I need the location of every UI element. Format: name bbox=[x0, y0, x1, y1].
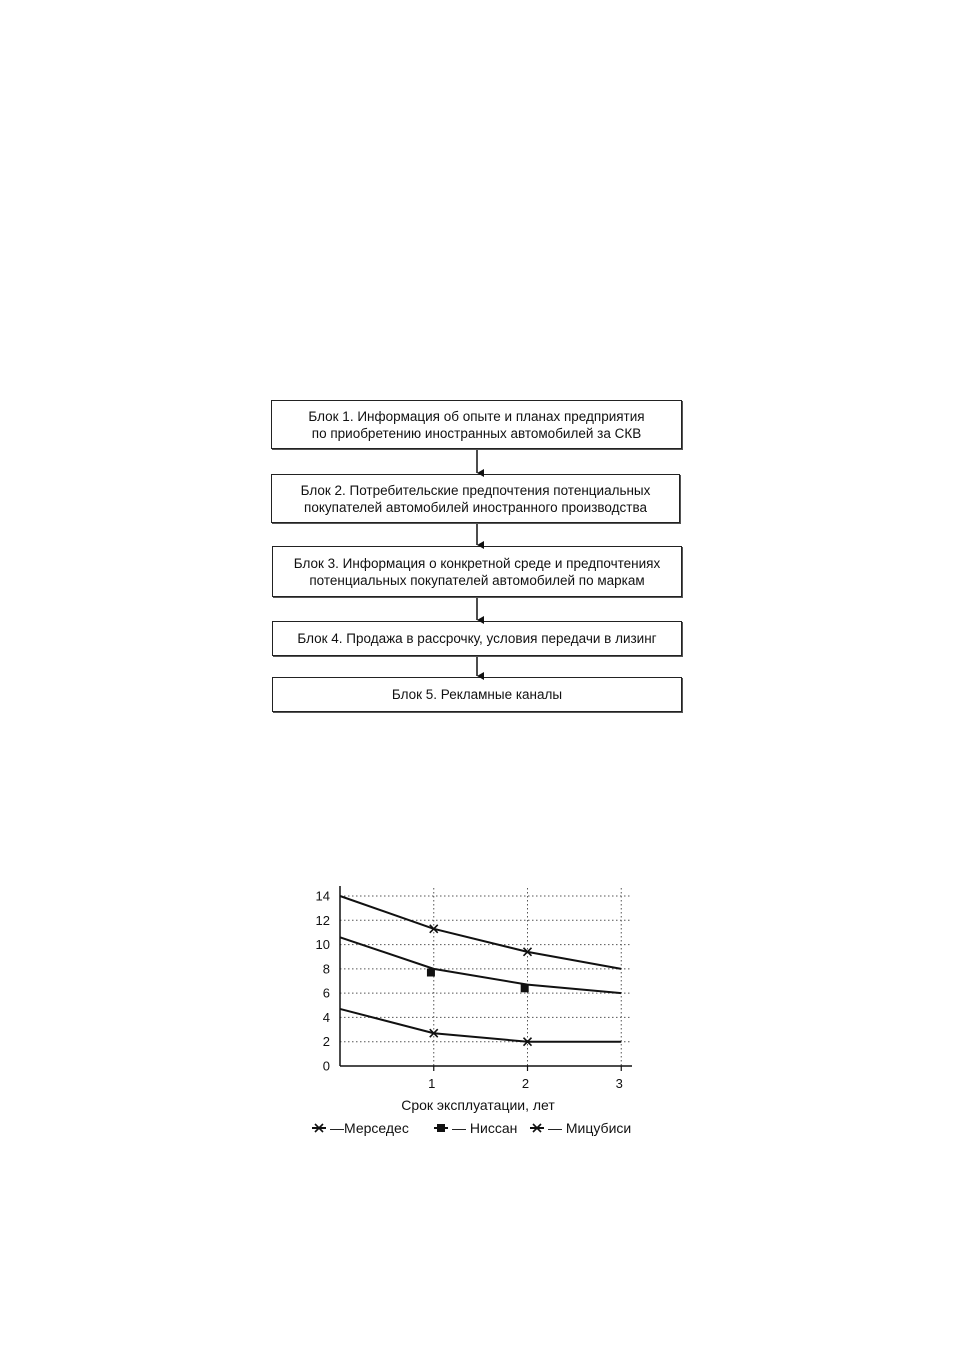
legend-item-mitsubishi bbox=[530, 1120, 631, 1136]
data-point-nissan bbox=[427, 969, 435, 977]
x-axis-title: Срок эксплуатации, лет bbox=[401, 1097, 555, 1113]
y-tick-label: 4 bbox=[322, 1009, 330, 1025]
x-tick-labels bbox=[428, 1076, 623, 1091]
flow-block-4-line-1: Блок 4. Продажа в рассрочку, условия передачи в лизинг bbox=[297, 631, 657, 646]
series-mitsubishi bbox=[340, 1009, 621, 1046]
series-nissan bbox=[340, 937, 621, 993]
y-tick-label: 8 bbox=[322, 961, 330, 977]
x-tick-label: 3 bbox=[615, 1076, 623, 1091]
legend-label-nissan: — Ниссан bbox=[452, 1120, 518, 1136]
data-point-nissan bbox=[521, 984, 529, 992]
legend-item-nissan bbox=[434, 1120, 517, 1136]
flow-block-2-line-1: Блок 2. Потребительские предпочтения потенциальных bbox=[300, 482, 651, 498]
series-line-mercedes bbox=[340, 896, 621, 969]
y-tick-label: 6 bbox=[322, 985, 330, 1001]
y-tick-label: 12 bbox=[315, 912, 330, 928]
series-line-nissan bbox=[340, 937, 621, 993]
flow-block-2-line-2: покупателей автомобилей иностранного производства bbox=[304, 499, 647, 515]
flow-block-5-line-1: Блок 5. Рекламные каналы bbox=[391, 687, 563, 702]
flow-block-1-line-2: по приобретению иностранных автомобилей за СКВ bbox=[311, 425, 642, 441]
y-tick-labels bbox=[316, 889, 330, 1074]
x-tick-label: 1 bbox=[428, 1076, 436, 1091]
chart-series bbox=[340, 896, 621, 1046]
chart-legend bbox=[312, 1120, 631, 1136]
legend-label-mercedes: —Мерседес bbox=[330, 1120, 409, 1136]
series-line-mitsubishi bbox=[340, 1009, 621, 1042]
y-tick-label: 14 bbox=[315, 888, 330, 904]
y-tick-label: 10 bbox=[315, 937, 330, 953]
series-mercedes bbox=[340, 896, 621, 969]
legend-item-mercedes bbox=[312, 1120, 409, 1136]
y-tick-label: 0 bbox=[322, 1058, 330, 1074]
x-tick-label: 2 bbox=[521, 1076, 530, 1091]
legend-marker-nissan bbox=[437, 1124, 445, 1132]
y-tick-label: 2 bbox=[322, 1034, 330, 1050]
flow-block-1-line-1: Блок 1. Информация об опыте и планах предприятия bbox=[308, 408, 645, 424]
line-chart bbox=[0, 870, 955, 1170]
flow-block-3-line-2: потенциальных покупателей автомобилей по маркам bbox=[309, 572, 645, 588]
flow-block-3-line-1: Блок 3. Информация о конкретной среде и предпочтениях bbox=[293, 555, 661, 571]
legend-label-mitsubishi: — Мицубиси bbox=[548, 1120, 632, 1136]
